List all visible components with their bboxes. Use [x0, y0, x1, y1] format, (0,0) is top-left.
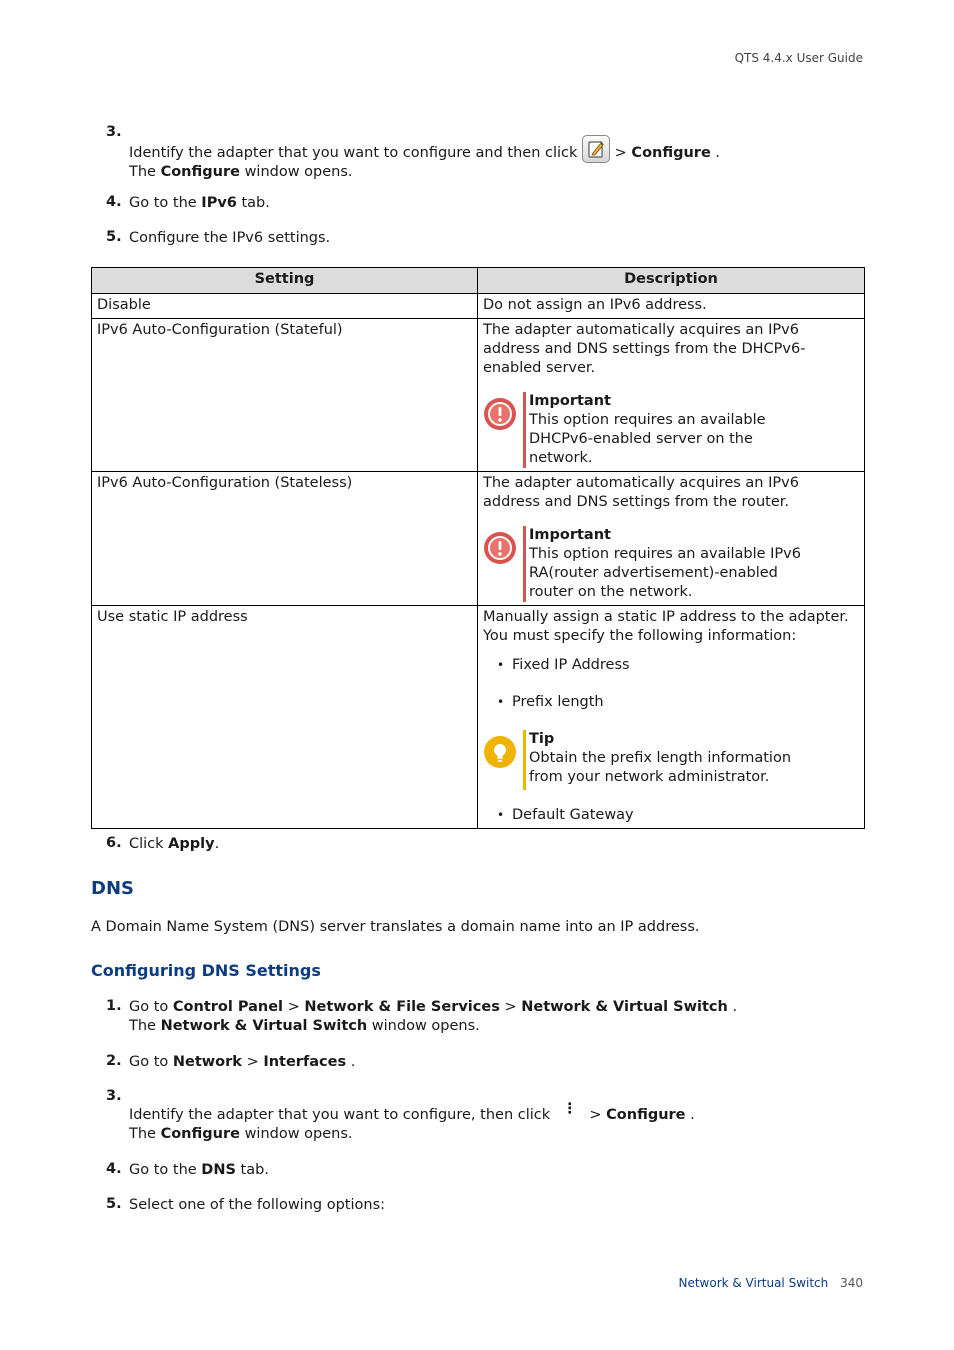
step-5-text: Select one of the following options: — [129, 1197, 386, 1213]
table-row — [92, 472, 865, 606]
exclamation-icon — [483, 397, 517, 431]
step-number: 4. — [106, 1161, 122, 1177]
step-3-text: Identify the adapter that you want to configure, then click ⋮ > Configure . The Configure window opens. — [129, 1101, 695, 1142]
more-vertical-icon[interactable]: ⋮ — [562, 1101, 578, 1117]
setting-cell: IPv6 Auto-Configuration (Stateless) — [92, 472, 478, 606]
step-6-text: Click Apply. — [129, 836, 220, 852]
bullet-list — [483, 656, 859, 712]
note-bar — [523, 730, 526, 790]
edit-icon[interactable] — [582, 135, 610, 163]
step-number: 6. — [106, 835, 122, 851]
note-bar — [523, 526, 526, 602]
important-note: Important This option requires an available IPv6 RA(router advertisement)-enabled router on the network. — [483, 526, 859, 602]
running-header: QTS 4.4.x User Guide — [734, 51, 863, 65]
exclamation-icon — [483, 531, 517, 565]
footer-section-title: Network & Virtual Switch — [678, 1276, 829, 1290]
step-4-text: Go to the IPv6 tab. — [129, 195, 270, 211]
setting-cell: Use static IP address — [92, 606, 478, 829]
setting-cell: Disable — [92, 294, 478, 319]
list-item: • Prefix length — [497, 693, 859, 712]
step-3-text: Identify the adapter that you want to configure and then click > Configure . The Configure window opens. — [129, 124, 720, 182]
step-number: 5. — [106, 1196, 122, 1212]
step-number: 5. — [106, 229, 122, 245]
column-header: Description — [478, 268, 865, 294]
description-cell: The adapter automatically acquires an IPv6 address and DNS settings from the DHCPv6-enabled server. Important This option requires an available DHCPv6-enabled server on the network. — [478, 319, 865, 472]
important-note: Important This option requires an available DHCPv6-enabled server on the network. — [483, 392, 859, 468]
column-header: Setting — [92, 268, 478, 294]
lightbulb-icon — [483, 735, 517, 769]
list-item: • Default Gateway — [497, 806, 859, 825]
step-4-text: Go to the DNS tab. — [129, 1162, 269, 1178]
note-bar — [523, 392, 526, 468]
step-2-text: Go to Network > Interfaces . — [129, 1054, 356, 1070]
step-1-text: Go to Control Panel > Network & File Services > Network & Virtual Switch . The Network & Virtual Switch window opens. — [129, 999, 738, 1034]
step-number: 1. — [106, 998, 122, 1014]
step-number: 2. — [106, 1053, 122, 1069]
list-item: • Fixed IP Address — [497, 656, 859, 675]
bullet-list — [483, 806, 859, 825]
table-row — [92, 294, 865, 319]
section-heading: DNS — [91, 878, 134, 899]
step-number: 3. — [106, 1088, 122, 1104]
subsection-heading: Configuring DNS Settings — [91, 961, 321, 980]
page-number: 340 — [840, 1276, 863, 1290]
description-cell: Manually assign a static IP address to the adapter. You must specify the following information: • Fixed IP Address • Prefix length Tip Obtain the prefix length information from your network administrator. • Default Gateway — [478, 606, 865, 829]
table-row — [92, 319, 865, 472]
setting-cell: IPv6 Auto-Configuration (Stateful) — [92, 319, 478, 472]
ipv6-settings-table — [91, 267, 865, 829]
section-intro: A Domain Name System (DNS) server translates a domain name into an IP address. — [91, 919, 700, 935]
step-number: 4. — [106, 194, 122, 210]
page-footer — [678, 1276, 863, 1290]
table-row — [92, 606, 865, 829]
tip-note: Tip Obtain the prefix length information from your network administrator. — [483, 730, 859, 790]
step-5-text: Configure the IPv6 settings. — [129, 230, 331, 246]
step-number: 3. — [106, 124, 122, 140]
table-header-row — [92, 268, 865, 294]
description-cell: Do not assign an IPv6 address. — [478, 294, 865, 319]
description-cell: The adapter automatically acquires an IPv6 address and DNS settings from the router. Important This option requires an available IPv6 RA(router advertisement)-enabled router on the network. — [478, 472, 865, 606]
